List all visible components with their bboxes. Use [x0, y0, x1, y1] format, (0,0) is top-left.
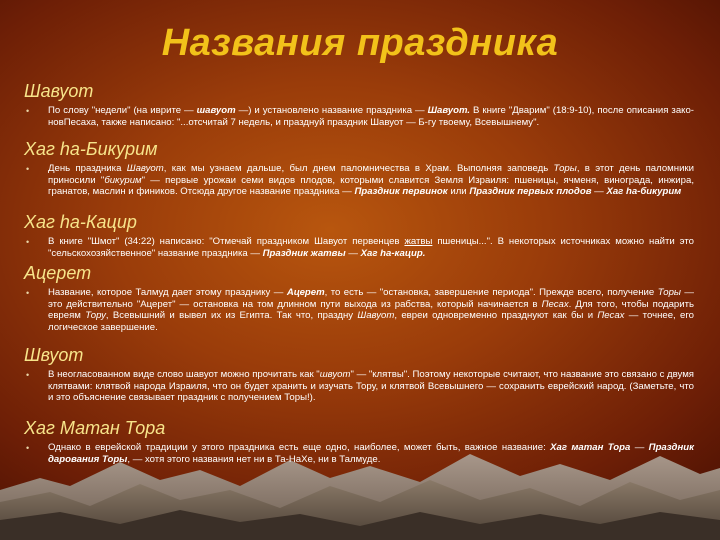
text-run: Шавуот — [357, 310, 395, 322]
section-hag-ha-katsir — [24, 212, 694, 259]
text-run: " — "клятвы". Поэтому некоторые считают, что название это связано с двумя клятвами: клятвой народа Израиля, что он будет хранить и изучать Тору, и клятвой Всевышнего — сохранить еврейский народ. (Заметьте, что и это объяснение связывает праздник с получением Торы!). — [48, 369, 694, 404]
text-run: или — [447, 186, 470, 198]
text-run: — это действительно "Ацерет" — остановка на том длинном пути выхода из рабства, который начинается в — [48, 287, 694, 310]
section-heading: Хаг Матан Тора — [24, 418, 166, 438]
text-run: Хаг hа-бикурим — [606, 186, 682, 198]
section-paragraph — [48, 105, 694, 128]
text-run: , в этот день паломники приносили " — [48, 163, 694, 186]
text-run: — — [630, 442, 649, 453]
text-run: , Всевышний и вывел их из Египта. Так что, праздну — [105, 310, 358, 322]
text-run: , то есть — "остановка, завершение периода". Прежде всего, получение — [324, 287, 658, 298]
section-paragraph — [48, 442, 694, 465]
section-hag-ha-bikurim — [24, 139, 694, 198]
text-run: . Для того, чтобы подарить евреям — [48, 298, 694, 322]
text-run: Хаг hа-кацир. — [360, 247, 426, 259]
text-run: " — первые урожаи семи видов плодов, которыми славится Земля Израиля: пшеницы, ячменя, винограда, инжира, гранатов, маслин и фиников. Отсюда другое название праздника — — [48, 174, 694, 198]
text-run: Праздник дарования Торы — [48, 442, 694, 465]
text-run: Торы — [657, 287, 681, 298]
text-run: Праздник первых плодов — [469, 186, 592, 198]
section-hag-matan-tora — [24, 418, 694, 465]
section-paragraph — [48, 369, 694, 404]
text-run: В книге "Шмот" (34:22) написано: "Отмечай праздником Шавуот первенцев — [48, 236, 405, 247]
bullet-item — [24, 163, 694, 198]
bullet-item — [24, 442, 694, 465]
text-run: Праздник первинок — [354, 186, 448, 198]
section-paragraph — [48, 287, 694, 333]
text-run: Хаг матан Тора — [550, 442, 631, 453]
text-run: Шавуот. — [427, 105, 471, 116]
text-run: — точнее, его логическое завершение. — [48, 310, 694, 333]
section-paragraph — [48, 236, 694, 259]
section-heading: Хаг hа-Кацир — [24, 212, 137, 232]
bullet-icon: • — [26, 288, 30, 298]
bullet-item — [24, 105, 694, 128]
text-run: — — [345, 247, 361, 259]
bullet-item — [24, 287, 694, 333]
section-heading: Хаг hа-Бикурим — [24, 139, 158, 159]
text-run: Торы — [553, 163, 577, 174]
section-paragraph — [48, 163, 694, 198]
text-run: Праздник жатвы — [262, 247, 346, 259]
text-run: , — хотя этого названия нет ни в Та-НаХе, ни в Талмуде. — [127, 453, 381, 465]
section-shavuot — [24, 81, 694, 128]
bullet-icon: • — [26, 106, 30, 116]
text-run: , как мы узнаем дальше, был днем паломничества в Храм. Выполняя заповедь — [163, 163, 554, 174]
text-run: Однако в еврейской традиции у этого праздника есть еще одно, наиболее, может быть, важное название: — [48, 442, 551, 453]
bullet-item — [24, 236, 694, 259]
text-run: Название, которое Талмуд дает этому празднику — — [48, 287, 287, 298]
text-run: День праздника — [48, 163, 127, 174]
text-run: жатвы — [404, 236, 433, 247]
bullet-icon: • — [26, 164, 30, 174]
section-shvuot — [24, 345, 694, 404]
text-run: швуот — [319, 369, 351, 380]
text-run: В книге "Дварим" (18:9-10), после описания зако-новПесаха, также написано: "...отсчитай 7 недель, и празднуй праздник Шавуот — Б-гу твоему, Всевышнему". — [48, 105, 694, 128]
bullet-icon: • — [26, 237, 30, 247]
bullet-item — [24, 369, 694, 404]
text-run: В неогласованном виде слово шавуот можно прочитать как " — [48, 369, 320, 380]
text-run: Песах — [597, 310, 625, 322]
section-atseret — [24, 263, 694, 333]
text-run: Тору — [85, 310, 106, 322]
section-heading: Ацерет — [24, 263, 92, 283]
text-run: По слову "недели" (на иврите — — [48, 105, 197, 116]
text-run: шавуот — [196, 105, 236, 116]
text-run: , евреи одновременно празднуют как бы и — [394, 310, 598, 322]
section-heading: Шавуот — [24, 81, 94, 101]
text-run: Песах — [541, 298, 569, 310]
section-heading: Швуот — [24, 345, 84, 365]
bullet-icon: • — [26, 443, 30, 453]
text-run: — — [591, 186, 607, 198]
text-run: бикурим — [104, 174, 142, 186]
text-run: —) и установлено название праздника — — [235, 105, 428, 116]
text-run: Шавуот — [126, 163, 164, 174]
text-run: пшеницы...". В некоторых источниках можно найти это "сельскохозяйственное" название праздника — — [48, 236, 694, 259]
bullet-icon: • — [26, 370, 30, 380]
text-run: Ацерет — [286, 287, 325, 298]
slide-title: Названия праздника — [161, 22, 559, 64]
